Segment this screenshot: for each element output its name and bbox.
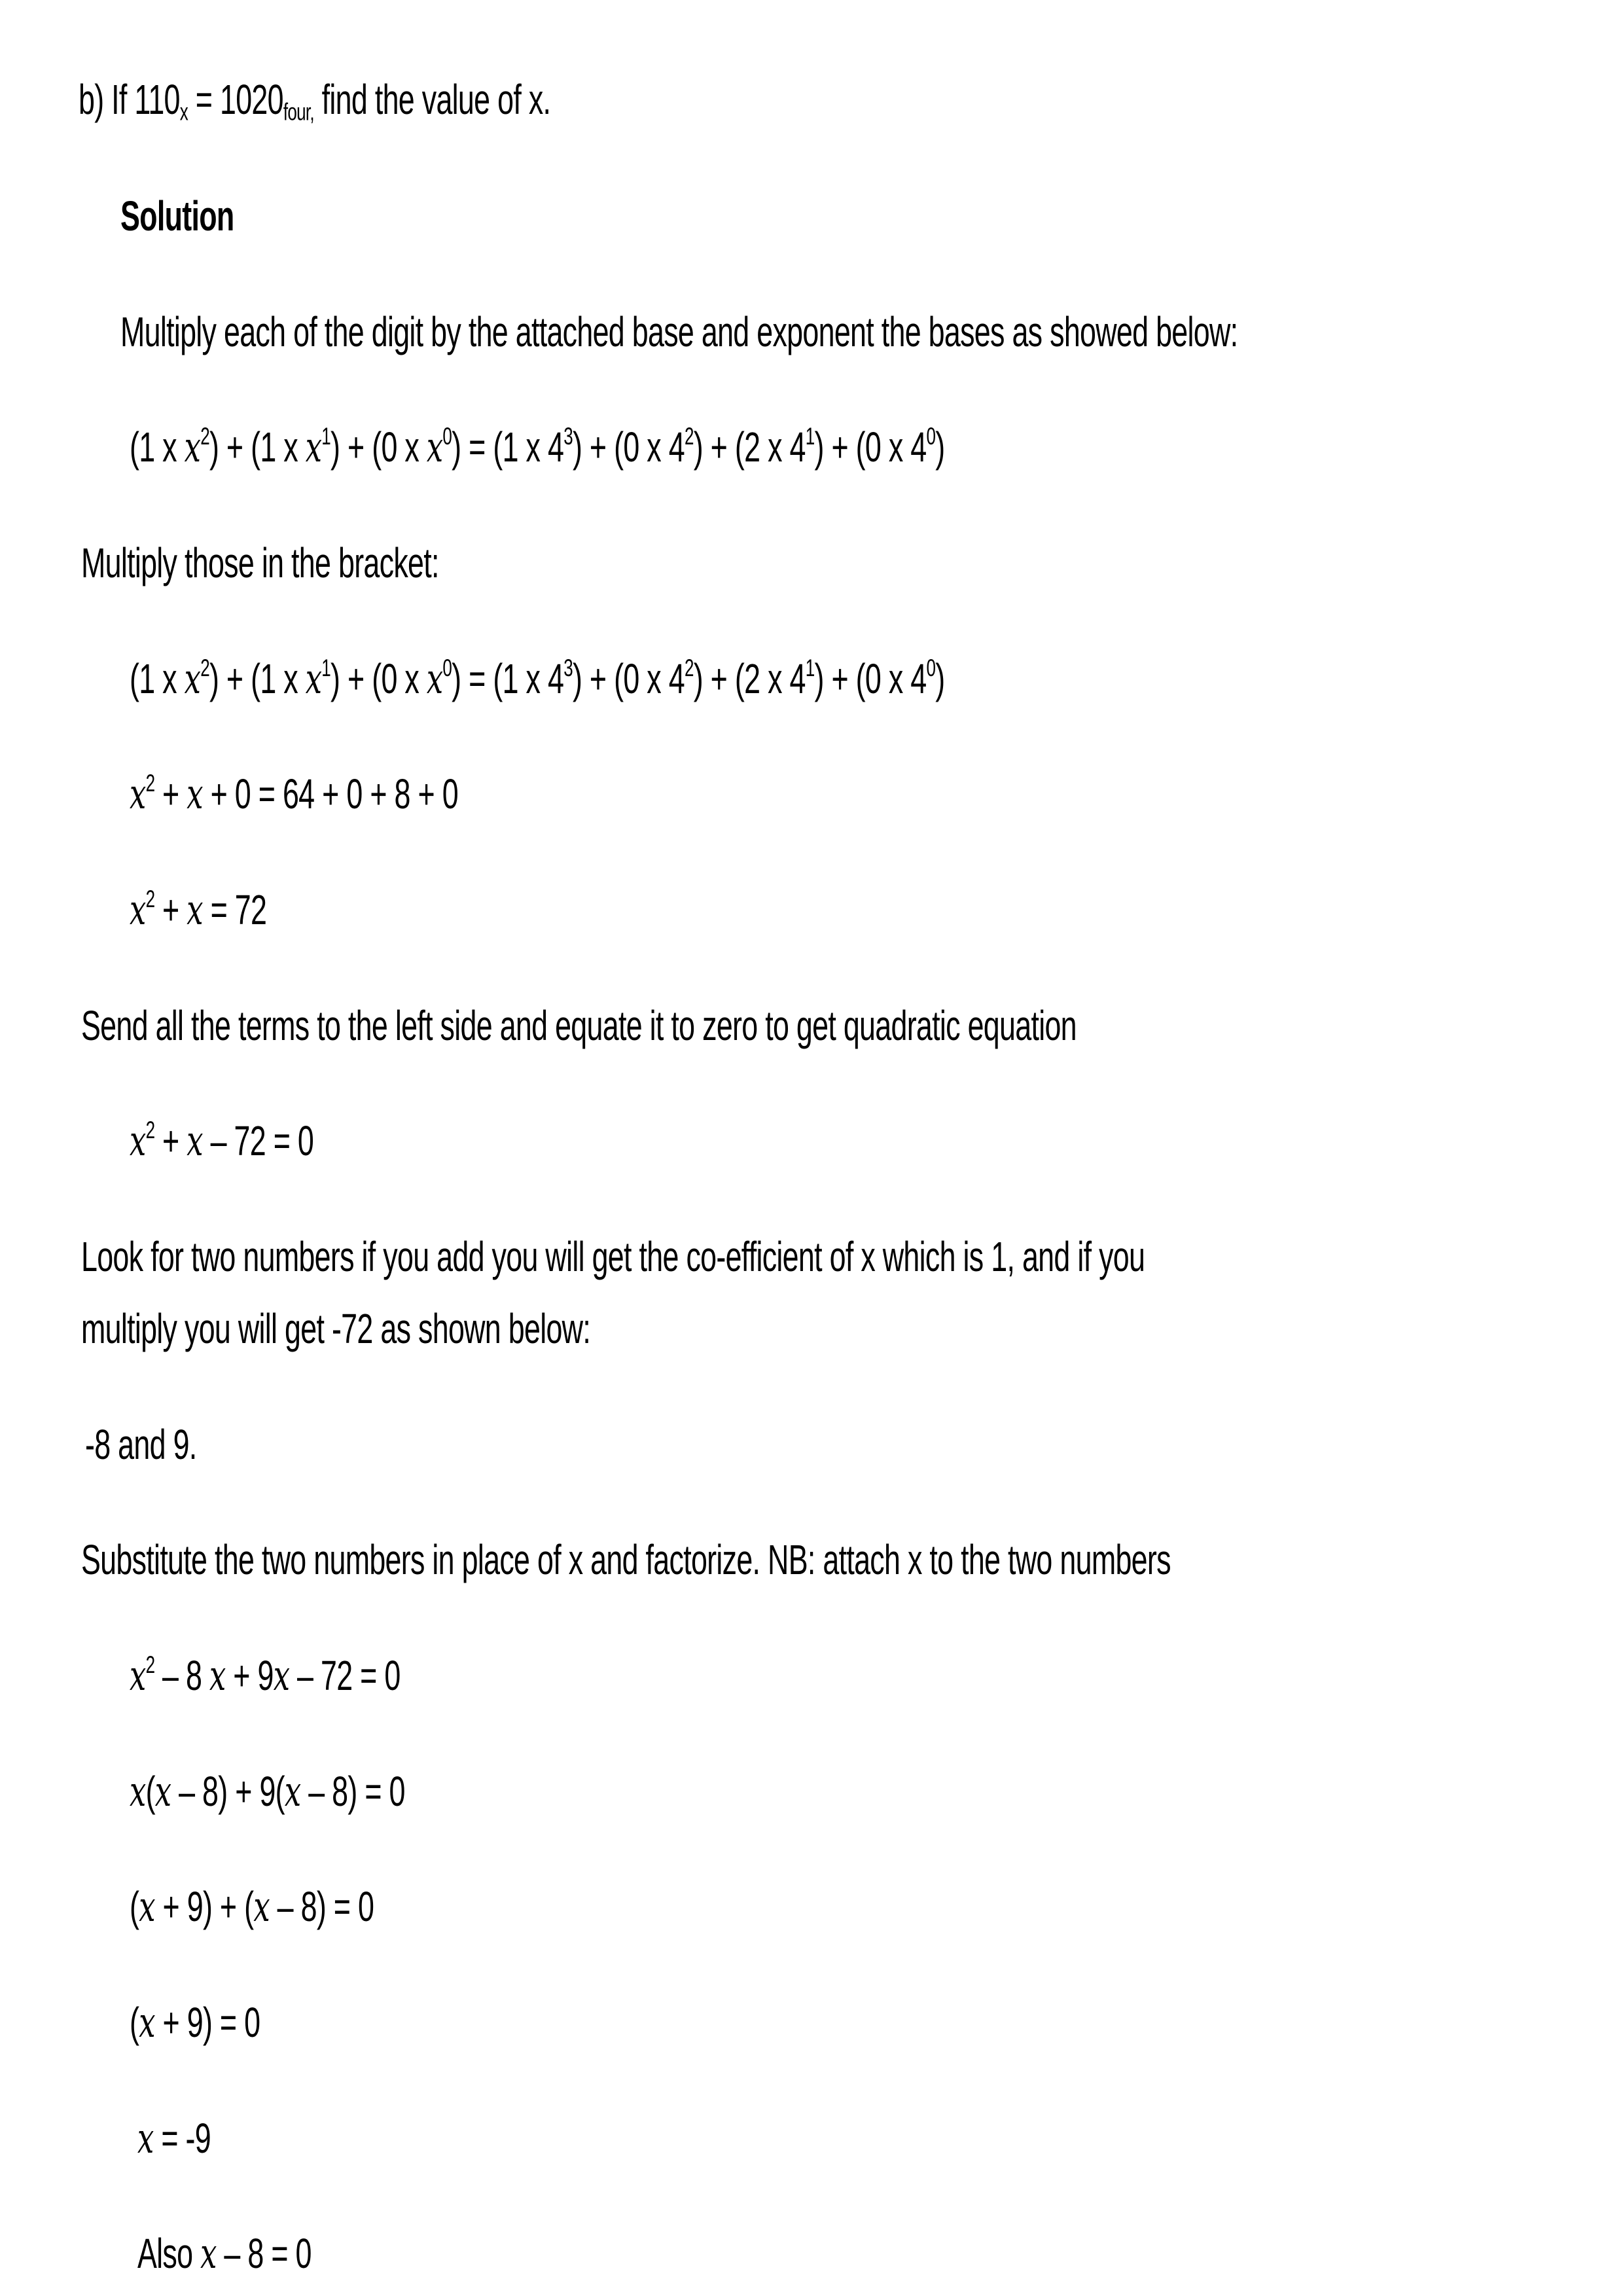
step-multiply-each: Multiply each of the digit by the attached base and exponent the bases as showed below: <box>120 308 1238 355</box>
question-line <box>79 73 550 126</box>
first-factor-equation: (x + 9) = 0 <box>130 1999 260 2047</box>
base-value: 4 <box>668 423 685 471</box>
base-x-subscript: x <box>179 98 188 126</box>
variable-x: x <box>200 2230 217 2278</box>
expansion-term: (0 x $4^2$) <box>614 654 703 702</box>
step-multiply-bracket: Multiply those in the bracket: <box>81 539 439 586</box>
expansion-term: (0 x $4^2$) <box>614 422 703 471</box>
expansion-equation-1: (1 x $x^2) + (1$ x $x^1) + (0$ x $x^0) = (1$ x $4^3) + (0$ x $4^2) + (2$ x $4^1) + (0$ x $4^0$) <box>130 422 945 472</box>
base-four-subscript: four, <box>283 98 314 126</box>
exponent: 2 <box>145 769 155 797</box>
variable-x: x <box>187 770 203 819</box>
exponent: 2 <box>145 885 155 913</box>
expansion-term: (2 x $4^1$) <box>734 654 824 702</box>
expansion-term: (1 x $4^3$) <box>493 654 582 702</box>
variable-x: x <box>273 1652 290 1700</box>
exponent: 3 <box>563 654 573 682</box>
variable-x: x <box>184 423 201 472</box>
two-numbers: -8 and 9. <box>85 1421 197 1468</box>
base-value: 4 <box>910 655 927 702</box>
expansion-equation-2: (1 x $x^2) + (1$ x $x^1) + (0$ x $x^0) = (1$ x $4^3) + (0$ x $4^2) + (2$ x $4^1) + (0$ x $4^0$) <box>130 654 945 704</box>
variable-x: x <box>426 655 443 704</box>
root-one-equation: x = -9 <box>137 2115 211 2163</box>
exponent: 0 <box>442 422 452 450</box>
exponent: 1 <box>321 422 331 450</box>
expansion-term: (1 x $x^2$) <box>130 654 219 704</box>
variable-x: x <box>130 1652 146 1700</box>
group-equation: x(x – 8) + 9(x – 8) = 0 <box>130 1768 405 1816</box>
expanded-sum-equation: $x^2 + x + 0 = 64 + 0 + 8 + 0$ <box>130 769 458 819</box>
variable-x: x <box>184 655 201 704</box>
variable-x: x <box>130 770 146 819</box>
exponent: 2 <box>684 654 694 682</box>
expansion-term: (1 x $x^1$) <box>251 654 340 704</box>
split-equation: $x^2 - 8$ x + 9x – 72 = 0 <box>130 1651 401 1700</box>
simplified-equation: $x^2 + x = 72$ <box>130 885 267 935</box>
expansion-term: (1 x $x^2$) <box>130 422 219 472</box>
exponent: 0 <box>926 654 936 682</box>
base-value: 4 <box>668 655 685 702</box>
exponent: 1 <box>321 654 331 682</box>
exponent: 0 <box>442 654 452 682</box>
question-middle: = 1020 <box>188 76 283 123</box>
expansion-lhs: (1 x $x^2) + (1$ x $x^1) + (0$ x $x^0$) <box>130 654 461 704</box>
question-prefix: b) If 110 <box>79 76 180 123</box>
variable-x: x <box>130 886 146 935</box>
variable-x: x <box>284 1768 301 1816</box>
expansion-term: (0 x $4^0$) <box>855 422 945 471</box>
variable-x: x <box>137 2115 154 2163</box>
base-value: 4 <box>547 655 564 702</box>
variable-x: x <box>305 655 322 704</box>
base-value: 4 <box>547 423 564 471</box>
expansion-rhs: (1 x $4^3) + (0$ x $4^2) + (2$ x $4^1) + (0$ x $4^0$) <box>493 422 945 471</box>
exponent: 1 <box>805 654 815 682</box>
variable-x: x <box>130 1768 146 1816</box>
variable-x: x <box>139 1883 155 1931</box>
exponent: 2 <box>200 422 209 450</box>
exponent: 3 <box>563 422 573 450</box>
exponent: 1 <box>805 422 815 450</box>
step-substitute: Substitute the two numbers in place of x and factorize. NB: attach x to the two numbers <box>81 1536 1171 1583</box>
variable-x: x <box>426 423 443 472</box>
variable-x: x <box>154 1768 171 1816</box>
step-send-terms: Send all the terms to the left side and equate it to zero to get quadratic equation <box>81 1002 1077 1049</box>
expansion-term: (1 x $4^3$) <box>493 422 582 471</box>
quadratic-equation: $x^2 + x - 72 = 0$ <box>130 1116 314 1166</box>
also-equation: Also x – 8 = 0 <box>137 2230 312 2278</box>
factors-equation: (x + 9) + (x – 8) = 0 <box>130 1883 374 1931</box>
variable-x: x <box>209 1652 226 1700</box>
expansion-term: (0 x $x^0$) <box>372 654 461 704</box>
expansion-term: (1 x $x^1$) <box>251 422 340 472</box>
variable-x: x <box>187 1117 203 1166</box>
exponent: 0 <box>926 422 936 450</box>
expansion-lhs: (1 x $x^2) + (1$ x $x^1) + (0$ x $x^0$) <box>130 422 461 472</box>
base-value: 4 <box>789 423 806 471</box>
expansion-term: (2 x $4^1$) <box>734 422 824 471</box>
expansion-rhs: (1 x $4^3) + (0$ x $4^2) + (2$ x $4^1) + (0$ x $4^0$) <box>493 654 945 702</box>
exponent: 2 <box>684 422 694 450</box>
expansion-term: (0 x $x^0$) <box>372 422 461 472</box>
variable-x: x <box>253 1883 270 1931</box>
base-value: 4 <box>789 655 806 702</box>
base-value: 4 <box>910 423 927 471</box>
expansion-term: (0 x $4^0$) <box>855 654 945 702</box>
exponent: 2 <box>200 654 209 682</box>
variable-x: x <box>130 1117 146 1166</box>
question-suffix: find the value of x. <box>313 76 551 123</box>
exponent: 2 <box>145 1651 155 1679</box>
solution-heading: Solution <box>120 192 234 240</box>
variable-x: x <box>187 886 203 935</box>
variable-x: x <box>139 1999 155 2047</box>
step-look-line-1: Look for two numbers if you add you will get the co-efficient of x which is 1, and if you <box>81 1233 1145 1280</box>
variable-x: x <box>305 423 322 472</box>
exponent: 2 <box>145 1116 155 1144</box>
step-look-line-2: multiply you will get -72 as shown below: <box>81 1305 591 1352</box>
